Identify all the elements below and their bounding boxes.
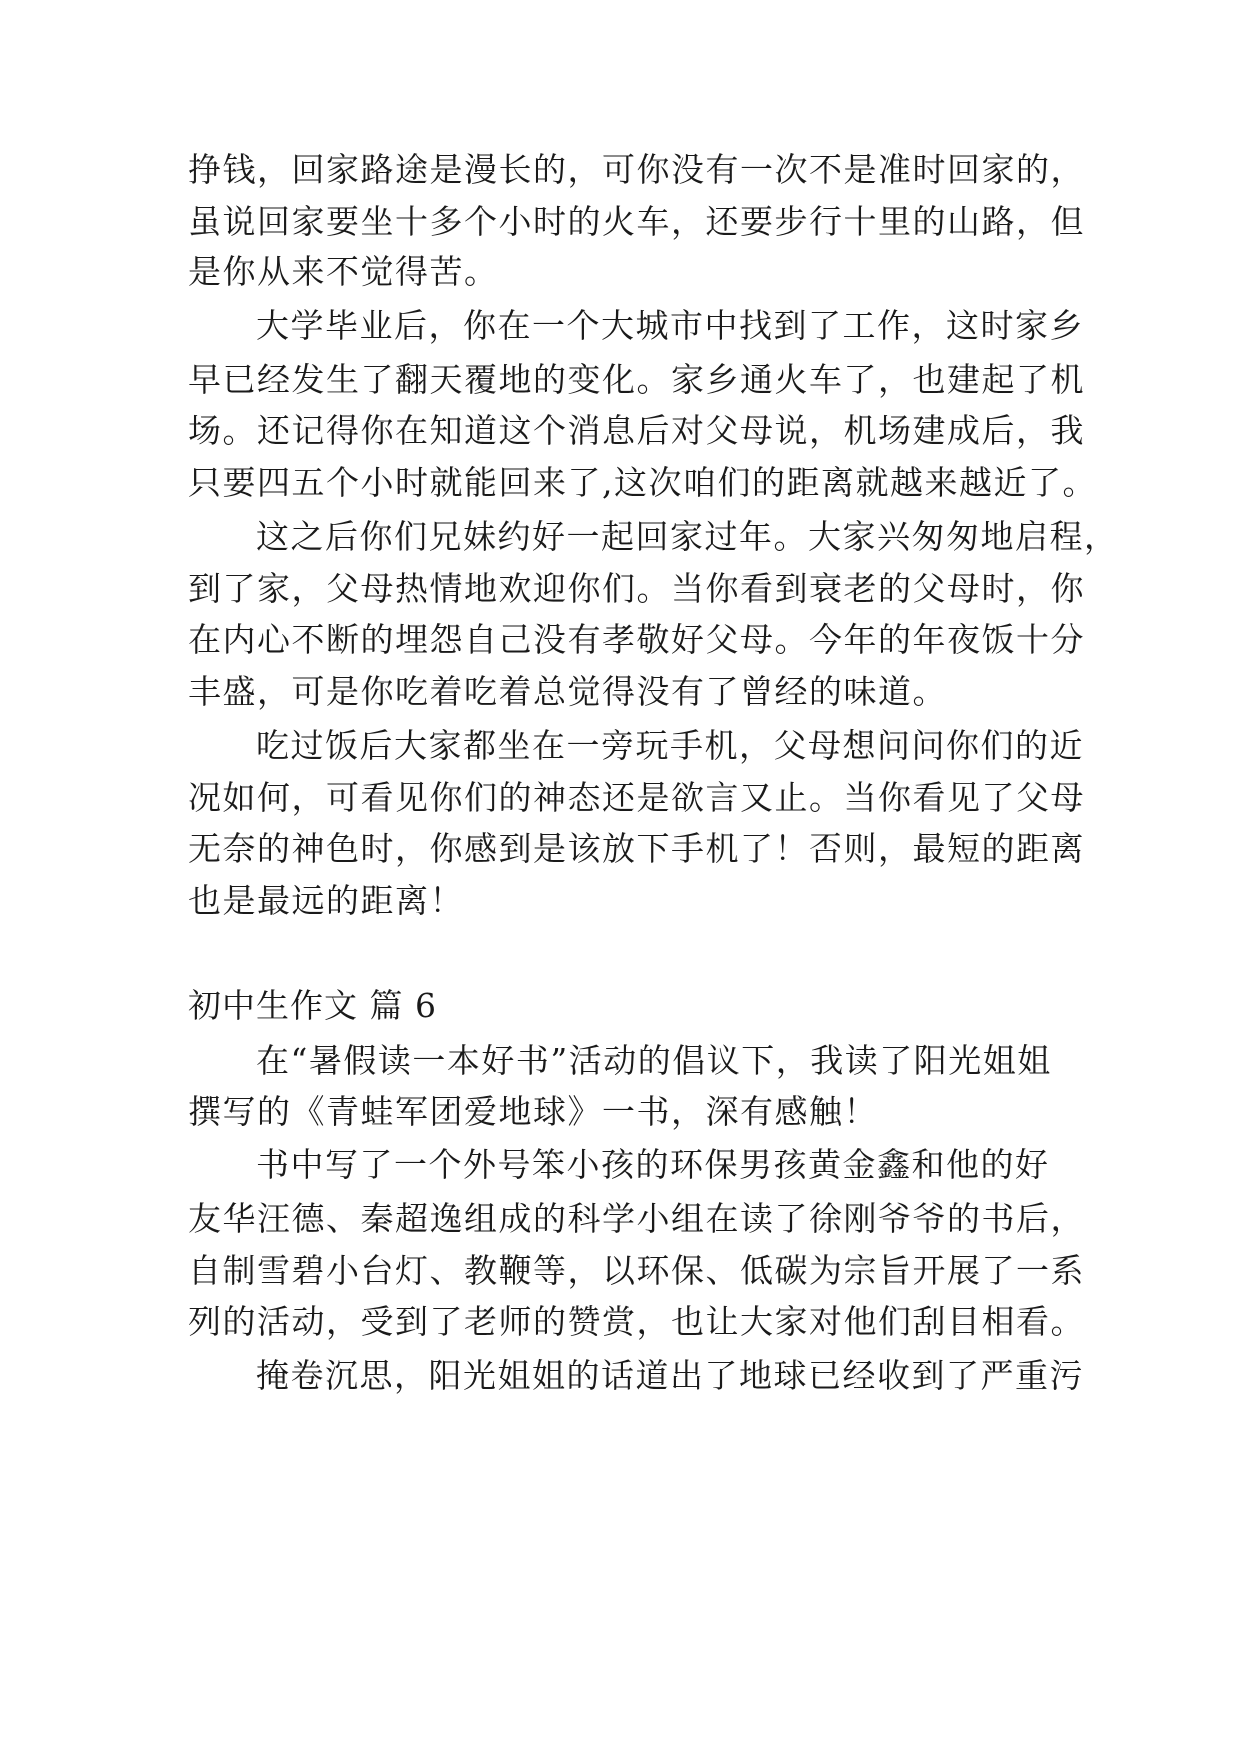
text-line: 况如何，可看见你们的神态还是欲言又止。当你看见了父母 xyxy=(188,778,1085,817)
text-line: 列的活动，受到了老师的赞赏，也让大家对他们刮目相看。 xyxy=(188,1302,1085,1341)
text-line: 掩卷沉思，阳光姐姐的话道出了地球已经收到了严重污 xyxy=(256,1356,1084,1395)
text-line: 早已经发生了翻天覆地的变化。家乡通火车了，也建起了机 xyxy=(188,360,1085,399)
text-line: 场。还记得你在知道这个消息后对父母说，机场建成后，我 xyxy=(188,411,1085,450)
text-line: 虽说回家要坐十多个小时的火车，还要步行十里的山路，但 xyxy=(188,202,1085,241)
text-line: 自制雪碧小台灯、教鞭等，以环保、低碳为宗旨开展了一系 xyxy=(188,1251,1085,1290)
text-line: 吃过饭后大家都坐在一旁玩手机，父母想问问你们的近 xyxy=(256,726,1084,765)
text-line: 挣钱，回家路途是漫长的，可你没有一次不是准时回家的， xyxy=(188,150,1085,189)
text-line: 在“暑假读一本好书”活动的倡议下，我读了阳光姐姐 xyxy=(256,1041,1052,1080)
text-line: 也是最远的距离！ xyxy=(188,881,464,920)
text-line: 这之后你们兄妹约好一起回家过年。大家兴匆匆地启程， xyxy=(256,517,1119,556)
text-line: 大学毕业后，你在一个大城市中找到了工作，这时家乡 xyxy=(256,306,1084,345)
text-line: 丰盛，可是你吃着吃着总觉得没有了曾经的味道。 xyxy=(188,672,947,711)
text-line: 在内心不断的埋怨自己没有孝敬好父母。今年的年夜饭十分 xyxy=(188,620,1085,659)
text-line: 书中写了一个外号笨小孩的环保男孩黄金鑫和他的好 xyxy=(256,1145,1050,1184)
text-line: 是你从来不觉得苦。 xyxy=(188,252,499,291)
text-line: 撰写的《青蛙军团爱地球》一书，深有感触！ xyxy=(188,1092,878,1131)
text-line: 只要四五个小时就能回来了,这次咱们的距离就越来越近了。 xyxy=(188,463,1097,502)
text-line: 友华汪德、秦超逸组成的科学小组在读了徐刚爷爷的书后， xyxy=(188,1199,1085,1238)
section-heading: 初中生作文 篇 6 xyxy=(188,986,437,1025)
text-line: 无奈的神色时，你感到是该放下手机了！否则，最短的距离 xyxy=(188,829,1085,868)
text-line: 到了家，父母热情地欢迎你们。当你看到衰老的父母时，你 xyxy=(188,569,1085,608)
